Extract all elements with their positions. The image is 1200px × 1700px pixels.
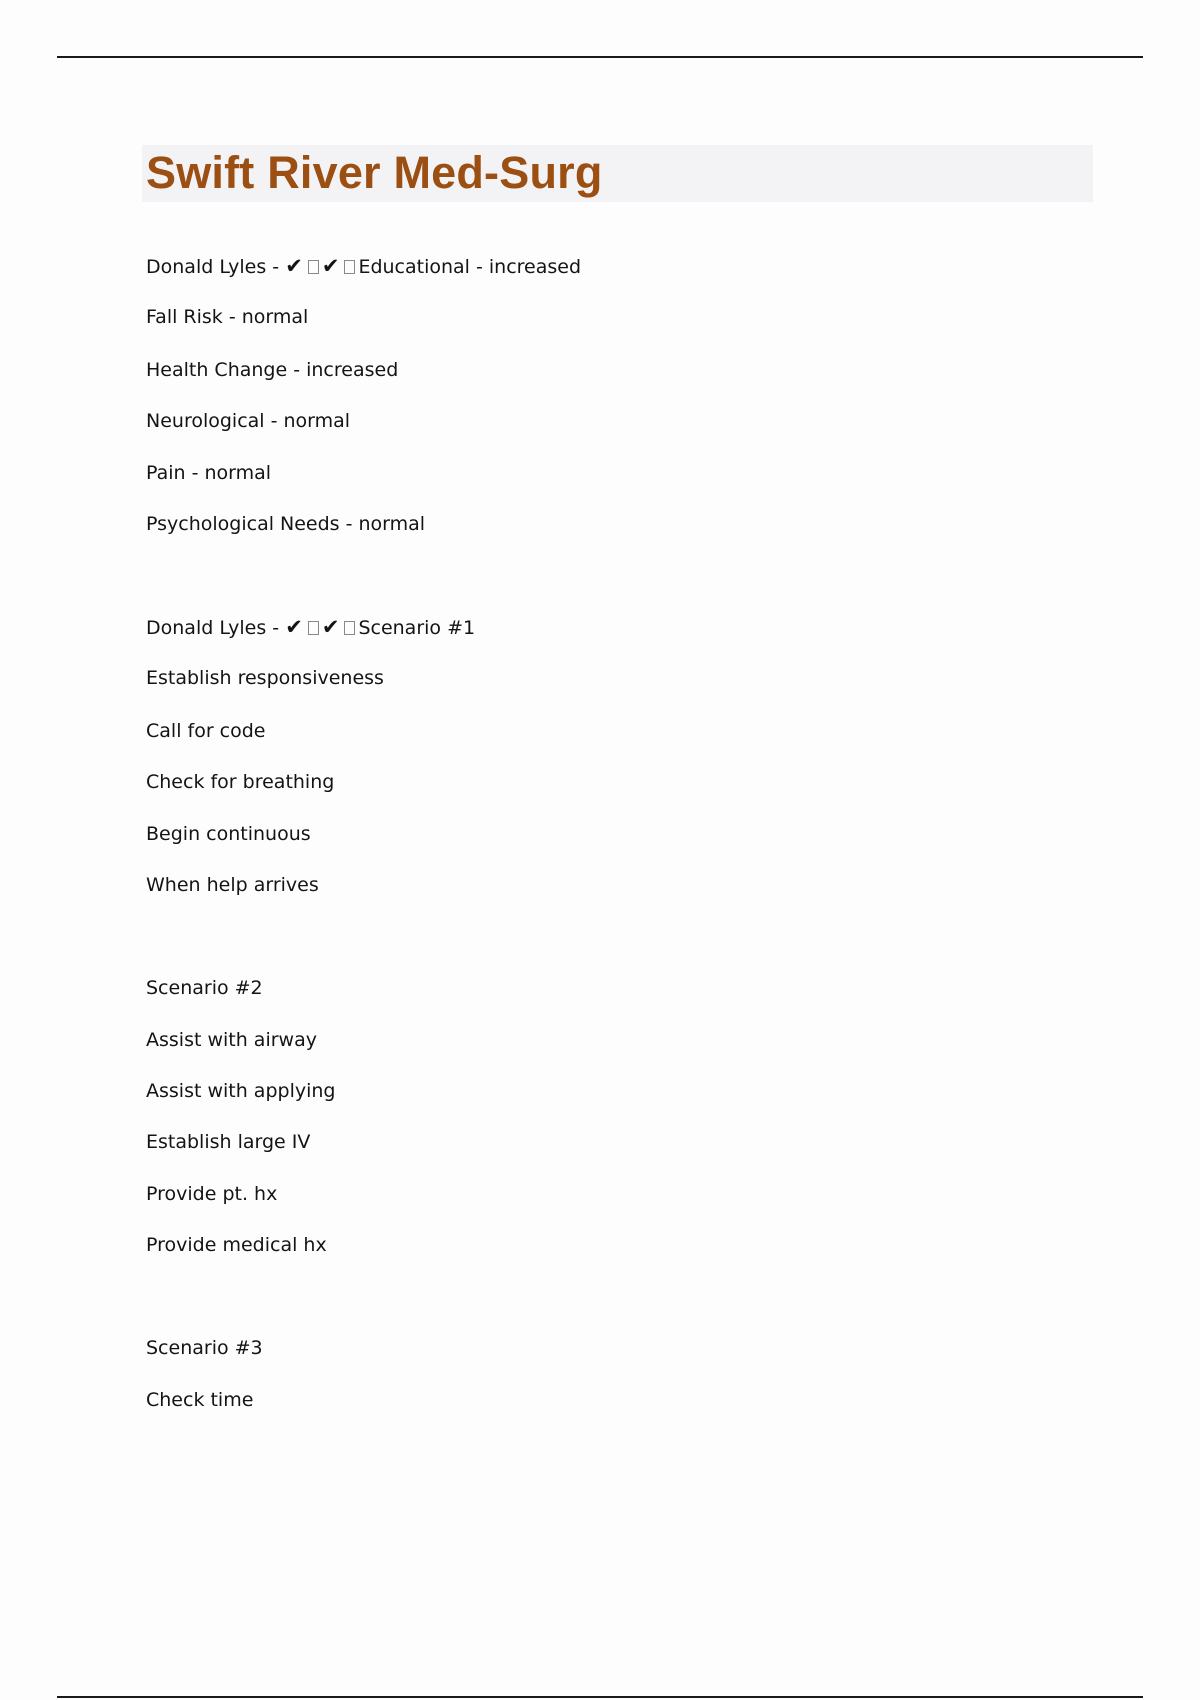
text-line: Provide medical hx <box>146 1234 327 1256</box>
text-line: Neurological - normal <box>146 410 351 432</box>
text-line: Begin continuous <box>146 823 311 845</box>
text-line: Check for breathing <box>146 771 335 793</box>
text-line: Psychological Needs - normal <box>146 513 426 535</box>
text-line: Pain - normal <box>146 462 272 484</box>
text-line-donald-lyles-educational <box>146 254 581 279</box>
text-line: Assist with airway <box>146 1029 317 1051</box>
text-line: Provide pt. hx <box>146 1183 278 1205</box>
line-prefix: Donald Lyles - <box>146 617 286 639</box>
text-line: Health Change - increased <box>146 359 399 381</box>
text-line: Check time <box>146 1389 254 1411</box>
line-suffix: Educational - increased <box>358 256 582 278</box>
header-rule <box>57 56 1143 58</box>
text-line: Assist with applying <box>146 1080 336 1102</box>
text-line: Fall Risk - normal <box>146 306 309 328</box>
checkmark-icon: ✔ <box>321 254 340 278</box>
checkmark-icon: ✔ <box>285 615 303 639</box>
box-icon <box>344 621 355 635</box>
checkmark-icon: ✔ <box>321 615 340 639</box>
text-line-donald-lyles-scenario-1 <box>146 615 475 640</box>
text-line: Call for code <box>146 720 266 742</box>
box-icon <box>308 260 319 274</box>
checkmark-icon: ✔ <box>285 254 303 278</box>
text-line: When help arrives <box>146 874 319 896</box>
footer-rule <box>57 1696 1143 1698</box>
box-icon <box>308 621 319 635</box>
line-suffix: Scenario #1 <box>358 617 476 639</box>
document-title: Swift River Med-Surg <box>146 147 603 198</box>
text-line-scenario-heading: Scenario #2 <box>146 977 263 999</box>
line-prefix: Donald Lyles - <box>146 256 286 278</box>
box-icon <box>344 260 355 274</box>
text-line: Establish responsiveness <box>146 667 384 689</box>
text-line-scenario-heading: Scenario #3 <box>146 1337 263 1359</box>
text-line: Establish large IV <box>146 1131 311 1153</box>
